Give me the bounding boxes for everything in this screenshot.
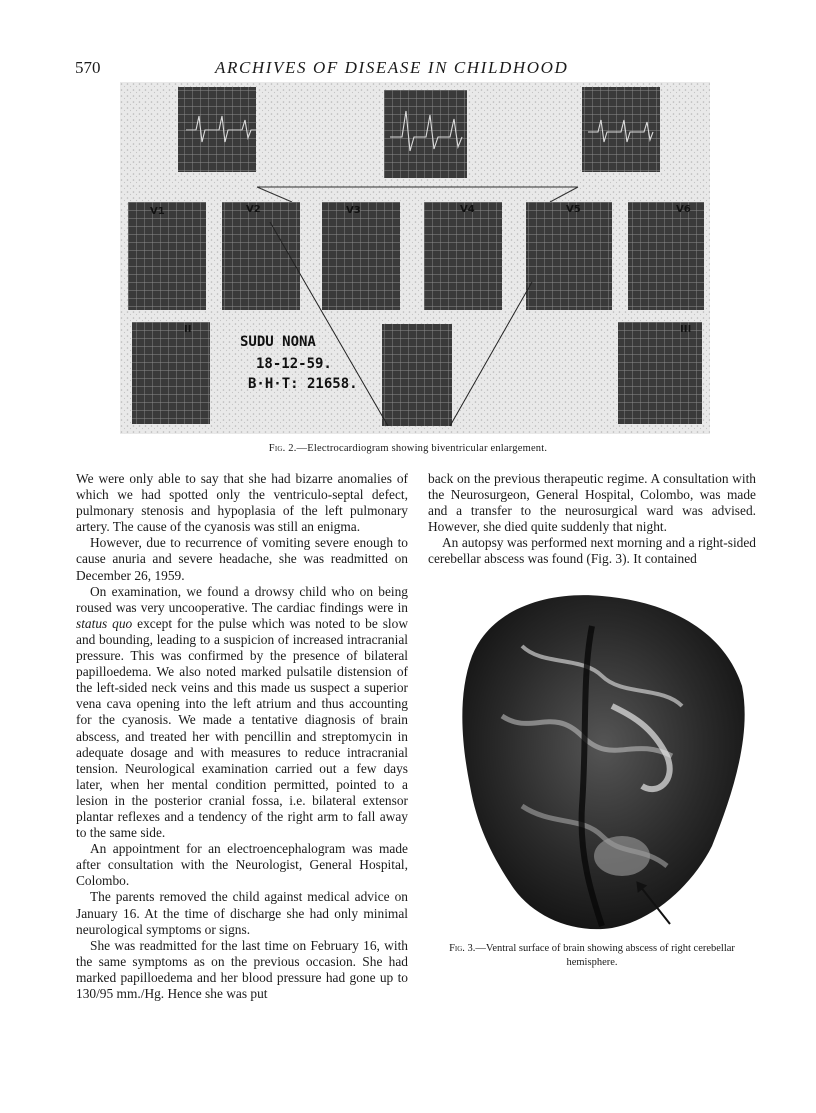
figure-2-caption xyxy=(0,443,816,454)
lead-label-v1: V1 xyxy=(150,206,165,217)
lead-label-iii: III xyxy=(680,324,692,335)
lead-label-v3: V3 xyxy=(346,205,361,216)
figure-3-caption xyxy=(428,942,756,970)
lead-label-v2: V2 xyxy=(246,204,261,215)
ecg-lead-v5 xyxy=(526,202,612,310)
paragraph: back on the previous therapeutic regime. A consultation with the Neurosurgeon, General Hospital, Colombo, was made and a transfer to the neurosurgical ward was advised. However, she died quite suddenly that night. xyxy=(428,471,756,535)
figure-3-caption-line1: —Ventral surface of brain showing abscess of right cerebellar xyxy=(475,943,735,954)
ecg-date: 18-12-59. xyxy=(256,356,332,372)
figure-3-caption-line2: hemisphere. xyxy=(566,957,618,968)
page-number: 570 xyxy=(75,58,101,77)
ecg-lead-iii xyxy=(618,322,702,424)
paragraph: An autopsy was performed next morning and a right-sided cerebellar abscess was found (Fig. 3). It contained xyxy=(428,535,756,567)
figure-2-label: Fig. 2. xyxy=(268,443,297,454)
ecg-figure xyxy=(120,82,710,434)
journal-running-head: ARCHIVES OF DISEASE IN CHILDHOOD xyxy=(215,58,569,77)
ecg-patient-name: SUDU NONA xyxy=(240,334,316,350)
ecg-lead-v2 xyxy=(222,202,300,310)
lead-label-v5: V5 xyxy=(566,204,581,215)
lead-label-v4: V4 xyxy=(460,204,475,215)
figure-3-label: Fig. 3. xyxy=(449,943,476,954)
brain-photograph xyxy=(432,586,756,936)
lead-label-ii: II xyxy=(184,324,192,335)
ecg-strip-top-center xyxy=(384,90,467,178)
body-column-right xyxy=(428,471,756,568)
figure-2-caption-text: —Electrocardiogram showing biventricular enlargement. xyxy=(296,443,548,454)
lead-label-v6: V6 xyxy=(676,204,691,215)
ecg-lead-v1 xyxy=(128,202,206,310)
ecg-lead-ii xyxy=(132,322,210,424)
paragraph: She was readmitted for the last time on February 16, with the same symptoms as on the previous occasion. She had marked papilloedema and her blood pressure had gone up to 130/95 mm./Hg. Hence she was put xyxy=(76,937,408,1001)
paragraph: On examination, we found a drowsy child who on being roused was very uncooperative. The cardiac findings were in status quo except for the pulse which was noted to be slow and bounding, leading to a suspicion of increased intracranial pressure. This was confirmed by the presence of bilateral papilloedema. We also noted marked pulsatile distension of the left-sided neck veins and this made us suspect a superior vena cava opening into the left atrium and thus accounting for the cyanosis. We made a tentative diagnosis of brain abscess, and treated her with pencillin and streptomycin in adequate dosage and with measures to reduce intracranial tension. Neurological examination carried out a few days later, when her mental condition permitted, pointed to a lesion in the posterior cranial fossa, i.e. bilateral extensor plantar reflexes and a tendency of the right arm to fall away to the same side. xyxy=(76,583,408,841)
body-column-left xyxy=(76,471,408,1002)
paragraph: An appointment for an electroencephalogram was made after consultation with the Neurologist, General Hospital, Colombo. xyxy=(76,841,408,889)
paragraph: However, due to recurrence of vomiting severe enough to cause anuria and severe headache, she was readmitted on December 26, 1959. xyxy=(76,535,408,583)
ecg-lead-avf xyxy=(382,324,452,426)
paragraph: We were only able to say that she had bizarre anomalies of which we had spotted only the ventriculo-septal defect, pulmonary stenosis and hypoplasia of the left pulmonary artery. The cause of the cyanosis was still an enigma. xyxy=(76,471,408,535)
ecg-hospital-number: B·H·T: 21658. xyxy=(248,376,358,392)
ecg-lead-v4 xyxy=(424,202,502,310)
ecg-lead-v3 xyxy=(322,202,400,310)
paragraph: The parents removed the child against medical advice on January 16. At the time of discharge she had only minimal neurological symptoms or signs. xyxy=(76,889,408,937)
ecg-lead-v6 xyxy=(628,202,704,310)
